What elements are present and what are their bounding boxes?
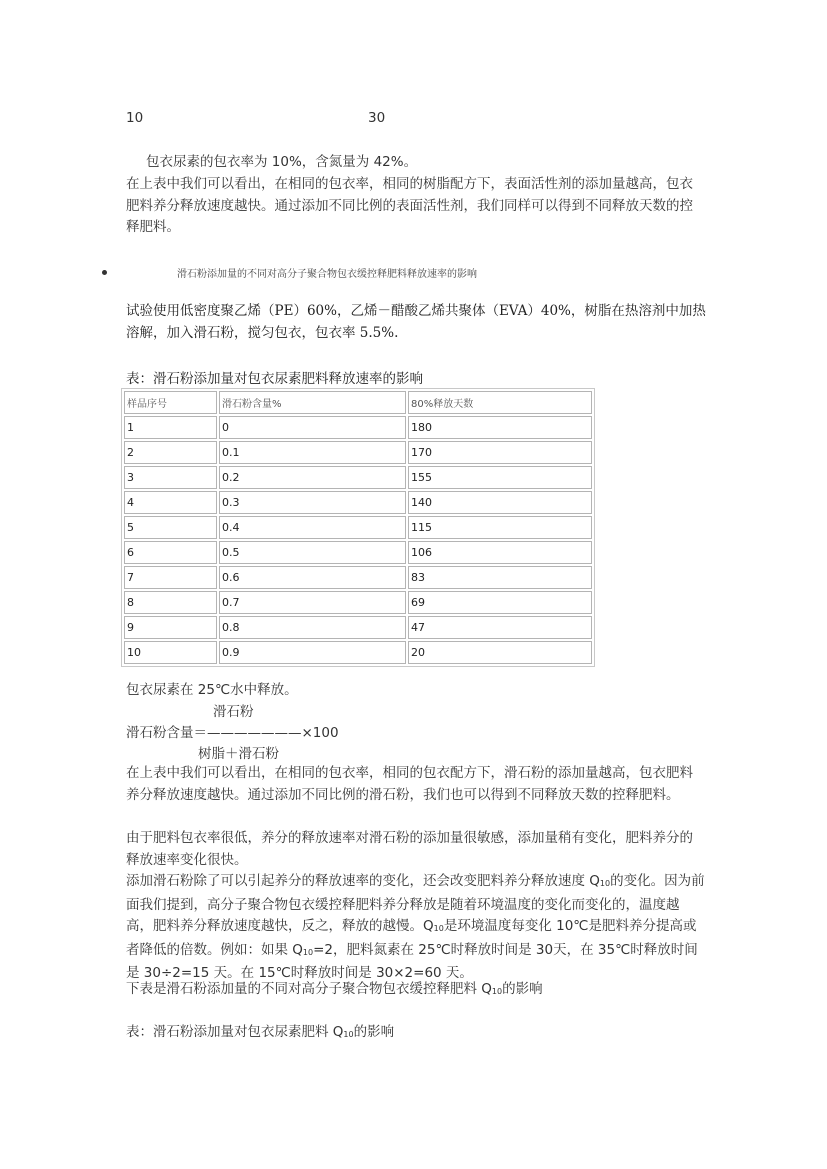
intro-text-1: 下表是滑石粉添加量的不同对高分子聚合物包衣缓控释肥料 Q <box>126 981 492 997</box>
experiment-description: 试验使用低密度聚乙烯（PE）60%，乙烯－醋酸乙烯共聚体（EVA）40%，树脂在热溶剂中加热溶解，加入滑石粉，搅匀包衣，包衣率 5.5%. <box>126 303 706 341</box>
table-row <box>124 416 592 439</box>
cell-talc: 0.5 <box>219 541 406 564</box>
table1-caption: 表：滑石粉添加量对包衣尿素肥料释放速率的影响 <box>126 371 423 387</box>
cell-days: 106 <box>408 541 592 564</box>
cell-days: 20 <box>408 641 592 664</box>
release-note: 包衣尿素在 25℃水中释放。 <box>126 682 298 698</box>
talc-conclusion-paragraph: 在上表中我们可以看出，在相同的包衣率，相同的包衣配方下，滑石粉的添加量越高，包衣肥料养分释放速度越快。通过添加不同比例的滑石粉，我们也可以得到不同释放天数的控释肥料。 <box>126 765 693 803</box>
q10-text-4: =2，肥料氮素在 25℃时释放时间是 30天，在 35℃时释放时间是 30÷2=15 天。在 15℃时释放时间是 30×2=60 天。 <box>126 941 698 981</box>
cell-talc: 0.8 <box>219 616 406 639</box>
coating-rate-paragraph: 包衣尿素的包衣率为 10%，含氮量为 42%。 <box>146 154 418 170</box>
section-heading: 滑石粉添加量的不同对高分子聚合物包衣缓控释肥料释放速率的影响 <box>177 269 477 280</box>
cell-days: 83 <box>408 566 592 589</box>
header-cell-talc: 滑石粉含量% <box>219 391 406 414</box>
cell-sample: 2 <box>124 441 217 464</box>
cell-sample: 1 <box>124 416 217 439</box>
q10-sub-2: 10 <box>433 924 444 933</box>
table-row <box>124 641 592 664</box>
cell-talc: 0.7 <box>219 591 406 614</box>
q10-text-3: 是环境温度每变化 10℃是肥料养分提高或者降低的倍数。例如：如果 Q <box>126 918 697 958</box>
cell-talc: 0.2 <box>219 466 406 489</box>
cell-days: 170 <box>408 441 592 464</box>
table-row <box>124 541 592 564</box>
q10-sub-1: 10 <box>599 879 611 888</box>
q10-text-2: 的变化。因为前面我们提到，高分子聚合物包衣缓控释肥料养分释放是随着环境温度的变化而变化的，温度越高，肥料养分释放速度越快，反之，释放的越慢。Q <box>126 873 705 934</box>
formula-denominator: 树脂＋滑石粉 <box>198 746 279 762</box>
cell-days: 180 <box>408 416 592 439</box>
table-row <box>124 591 592 614</box>
caption2-text-1: 表：滑石粉添加量对包衣尿素肥料 Q <box>126 1024 344 1040</box>
header-cell-days: 80%释放天数 <box>408 391 592 414</box>
surfactant-conclusion-paragraph: 在上表中我们可以看出，在相同的包衣率，相同的树脂配方下，表面活性剂的添加量越高，包衣肥料养分释放速度越快。通过添加不同比例的表面活性剂，我们同样可以得到不同释放天数的控释肥料。 <box>126 176 693 235</box>
cell-talc: 0.6 <box>219 566 406 589</box>
cell-sample: 7 <box>124 566 217 589</box>
q10-explanation-paragraph <box>126 871 706 985</box>
table2-caption <box>126 1022 706 1046</box>
table-header-row <box>124 391 592 414</box>
caption2-sub: 10 <box>343 1030 354 1039</box>
cell-sample: 10 <box>124 641 217 664</box>
sensitivity-paragraph: 由于肥料包衣率很低，养分的释放速率对滑石粉的添加量很敏感，添加量稍有变化，肥料养分的释放速率变化很快。 <box>126 830 693 868</box>
top-number-right: 30 <box>368 110 386 126</box>
release-rate-table <box>121 388 595 667</box>
cell-days: 155 <box>408 466 592 489</box>
table-row <box>124 441 592 464</box>
cell-sample: 6 <box>124 541 217 564</box>
bullet-icon <box>102 270 107 275</box>
cell-sample: 9 <box>124 616 217 639</box>
cell-talc: 0 <box>219 416 406 439</box>
cell-sample: 4 <box>124 491 217 514</box>
table-row <box>124 516 592 539</box>
cell-talc: 0.1 <box>219 441 406 464</box>
table-row <box>124 466 592 489</box>
intro-sub: 10 <box>491 987 503 996</box>
cell-sample: 3 <box>124 466 217 489</box>
cell-days: 69 <box>408 591 592 614</box>
cell-talc: 0.4 <box>219 516 406 539</box>
cell-talc: 0.3 <box>219 491 406 514</box>
cell-talc: 0.9 <box>219 641 406 664</box>
table-row <box>124 491 592 514</box>
cell-days: 140 <box>408 491 592 514</box>
table-row <box>124 566 592 589</box>
cell-days: 115 <box>408 516 592 539</box>
header-cell-sample: 样品序号 <box>124 391 217 414</box>
intro-text-2: 的影响 <box>502 981 543 997</box>
q10-text-1: 添加滑石粉除了可以引起养分的释放速率的变化，还会改变肥料养分释放速度 Q <box>126 873 600 889</box>
q10-sub-3: 10 <box>302 947 314 957</box>
next-table-intro <box>126 979 706 1003</box>
cell-days: 47 <box>408 616 592 639</box>
top-number-left: 10 <box>126 110 144 126</box>
formula-numerator: 滑石粉 <box>213 704 254 720</box>
cell-sample: 8 <box>124 591 217 614</box>
formula-line: 滑石粉含量＝———————×100 <box>126 725 339 741</box>
caption2-text-2: 的影响 <box>353 1024 395 1040</box>
cell-sample: 5 <box>124 516 217 539</box>
table-row <box>124 616 592 639</box>
